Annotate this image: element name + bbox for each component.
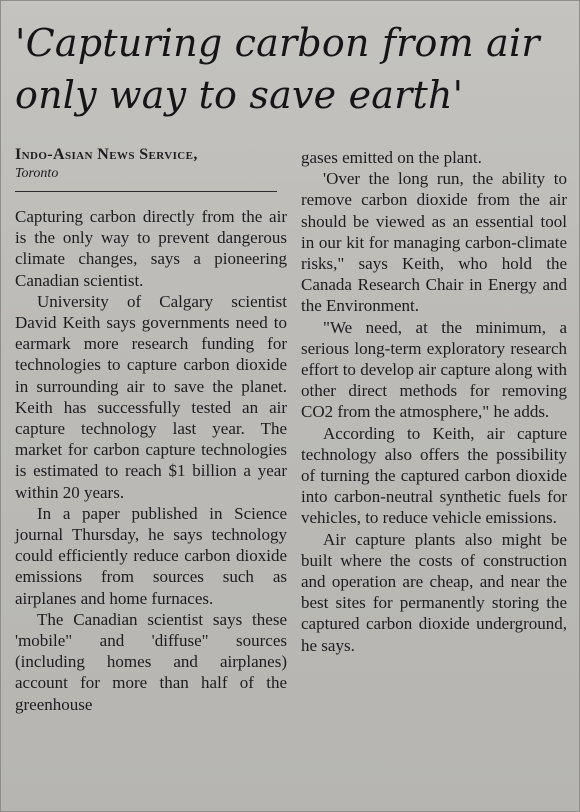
paragraph: University of Calgary scientist David Keith says governments need to earmark more research funding for technologies to capture carbon dioxide in surrounding air to save the planet. Keith has successfully tested an air capture technology last year. The market for carbon capture technologies is estimated to reach $1 billion a year within 20 years. [15,291,287,502]
paragraph: Capturing carbon directly from the air is the only way to prevent dangerous climate changes, says a pioneering Canadian scientist. [15,207,287,290]
byline-agency: Indo-Asian News Service, [15,146,198,163]
paragraph: In a paper published in Science journal Thursday, he says technology could efficiently reduce carbon dioxide emissions from sources such as airplanes and home furnaces. [15,503,287,608]
article-column-right [301,147,567,656]
paragraph: According to Keith, air capture technology also offers the possibility of turning the captured carbon dioxide into carbon-neutral synthetic fuels for vehicles, to reduce vehicle emissions. [301,423,567,528]
paragraph: The Canadian scientist says these 'mobile" and 'diffuse" sources (including homes and airplanes) account for more than half of the greenhouse [15,609,287,714]
byline-location: Toronto [15,166,59,181]
paragraph: "We need, at the minimum, a serious long-term exploratory research effort to develop air capture along with other direct methods for removing CO2 from the atmosphere," he adds. [301,317,567,422]
article-column-left [15,145,287,715]
paragraph-continued: gases emitted on the plant. [301,148,482,167]
byline-rule [15,191,277,192]
headline: 'Capturing carbon from air only way to save earth' [15,21,540,117]
paragraph: 'Over the long run, the ability to remove carbon dioxide from the air should be viewed as an essential tool in our kit for managing carbon-climate risks," says Keith, who hold the Canada Research Chair in Energy and the Environment. [301,169,567,316]
paragraph: Air capture plants also might be built where the costs of construction and operation are cheap, and near the best sites for permanently storing the captured carbon dioxide underground, he says. [301,529,567,655]
